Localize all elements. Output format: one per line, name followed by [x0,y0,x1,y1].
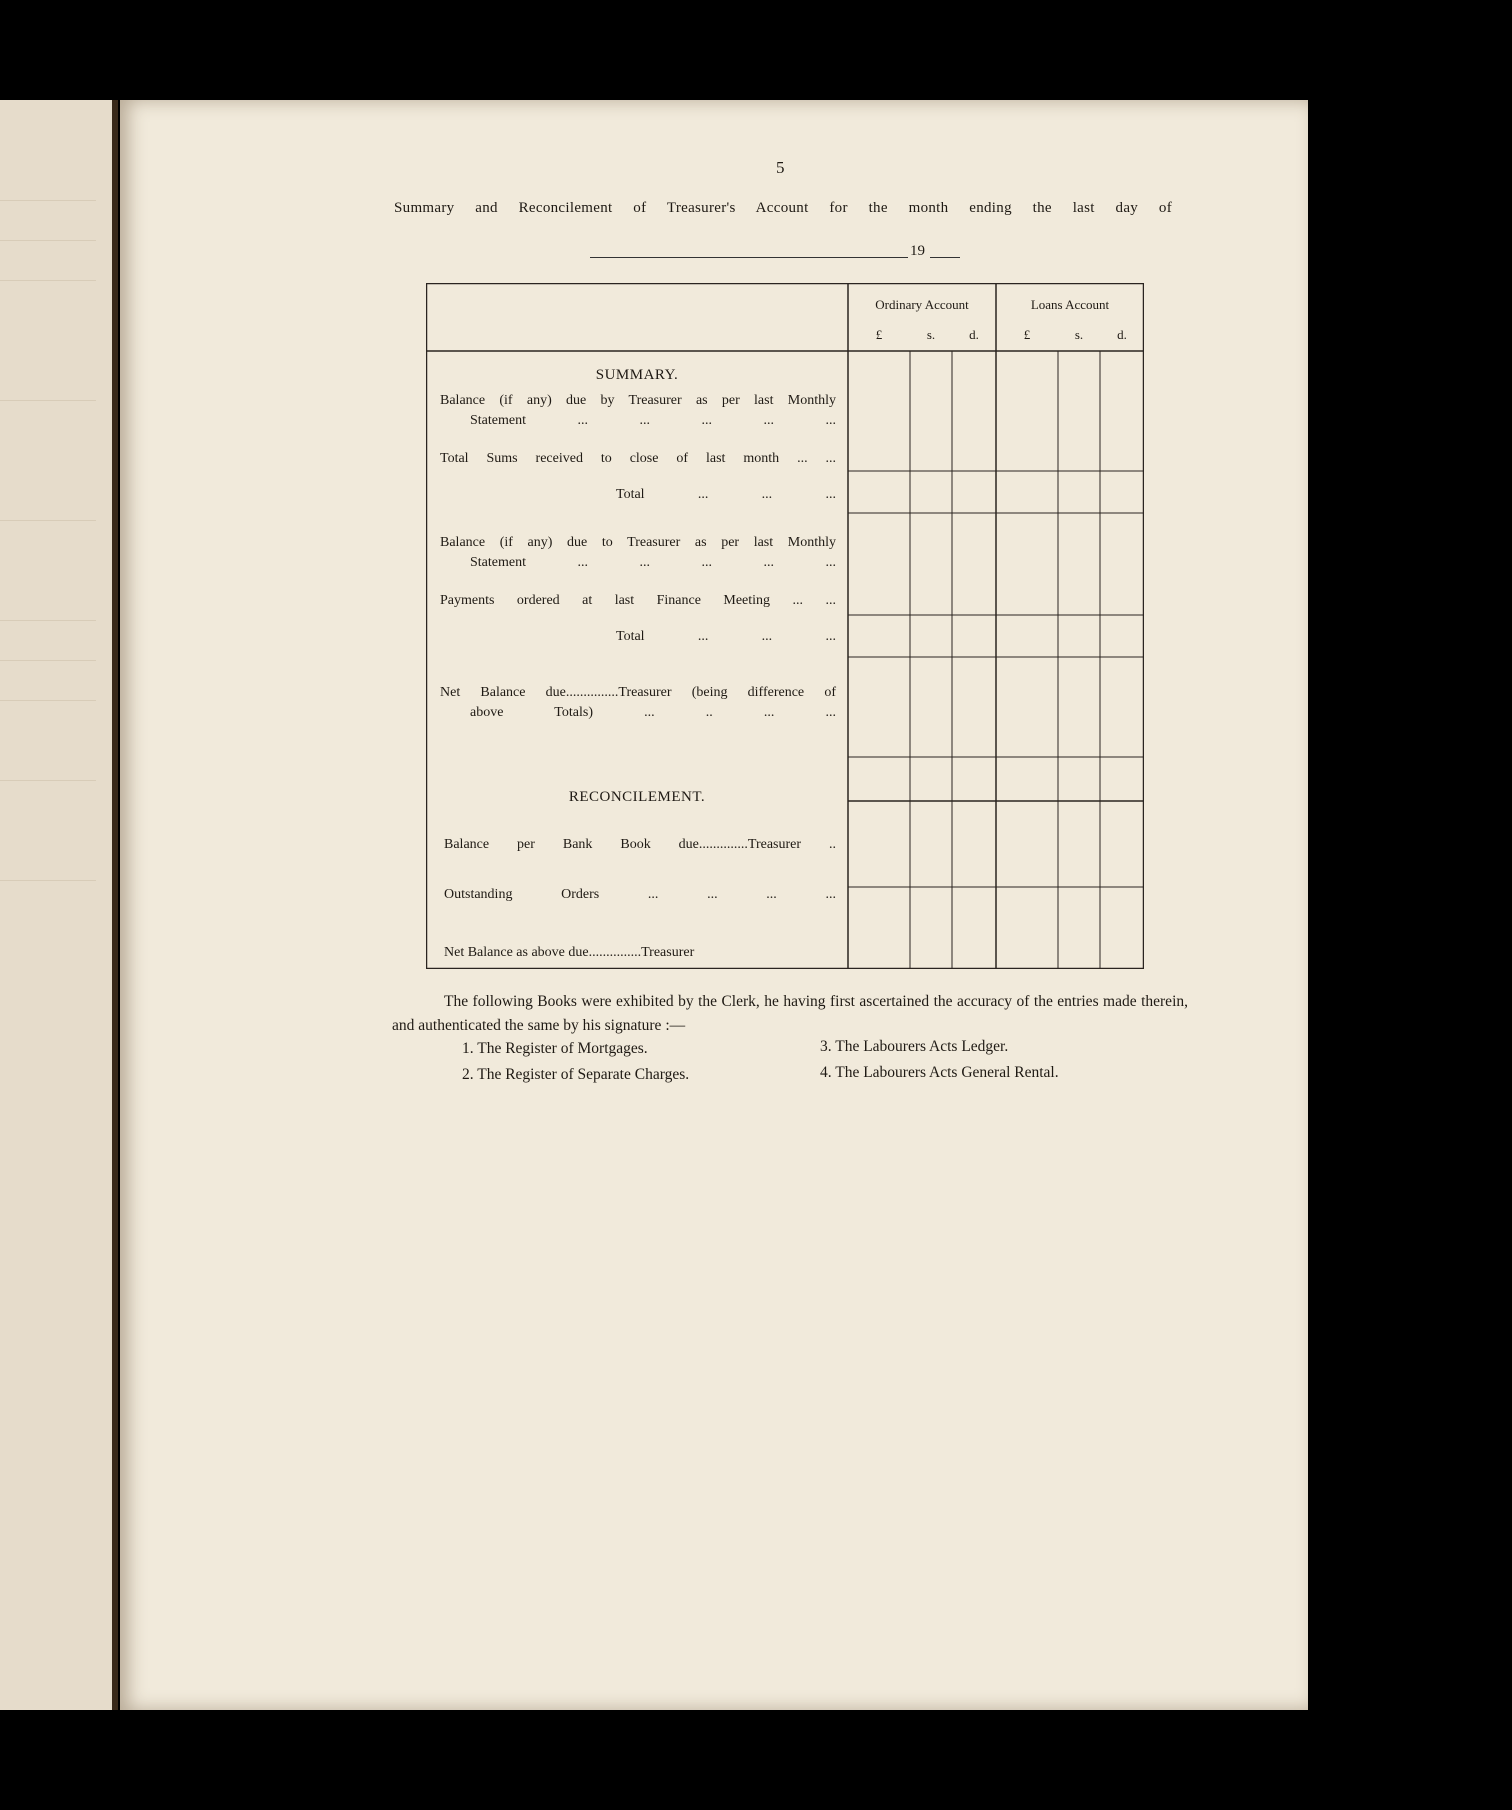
row-label-continued: above Totals) ... .. ... ... [470,705,836,720]
subheader-pence: d. [969,327,979,342]
row-label: Balance (if any) due by Treasurer as per last Monthly [440,393,836,408]
list-item: 2. The Register of Separate Charges. [462,1066,690,1083]
ledger-rule [0,200,96,201]
ledger-rule [0,880,96,881]
table-row: Total Sums received to close of last month ... ... [440,451,836,466]
ledger-rule [0,620,96,621]
row-label-continued: Statement ... ... ... ... ... [470,555,836,570]
list-item: 4. The Labourers Acts General Rental. [820,1064,1059,1081]
year-prefix: 19 [910,243,925,259]
ledger-rule [0,780,96,781]
subheader-pounds: £ [875,327,883,342]
header-loans-account: Loans Account [1030,297,1110,312]
subheader-pence: d. [1117,327,1127,342]
header-ordinary-account: Ordinary Account [875,297,969,312]
table-row: Balance per Bank Book due..............Treasurer .. [444,837,836,852]
table-row: Payments ordered at last Finance Meeting ... ... [440,593,836,608]
date-line [590,243,970,261]
table-row [440,683,836,723]
row-label: Net Balance due...............Treasurer (being difference of [440,685,836,700]
subheader-shillings: s. [1074,327,1084,342]
list-item: 3. The Labourers Acts Ledger. [820,1038,1009,1055]
page-title: Summary and Reconcilement of Treasurer's Account for the month ending the last day of [394,200,1172,216]
table-row [440,391,836,431]
account-table [426,283,1144,969]
row-label: Balance (if any) due to Treasurer as per last Monthly [440,535,836,550]
year-blank [930,257,960,258]
subheader-pounds: £ [1023,327,1031,342]
page-number: 5 [776,158,785,177]
ledger-rule [0,400,96,401]
table-row [440,533,836,573]
ledger-rule [0,280,96,281]
table-row: Outstanding Orders ... ... ... ... [444,887,836,902]
total-row: Total ... ... ... [616,487,836,502]
ledger-rule [0,700,96,701]
ledger-rule [0,660,96,661]
row-label-continued: Statement ... ... ... ... ... [470,413,836,428]
ledger-rule [0,520,96,521]
subheader-shillings: s. [926,327,936,342]
summary-heading: SUMMARY. [595,367,679,383]
date-blank [590,257,908,258]
reconcilement-heading: RECONCILEMENT. [568,789,706,805]
ledger-rule [0,240,96,241]
table-grid [426,283,1144,969]
list-item: 1. The Register of Mortgages. [462,1040,648,1057]
books-intro-paragraph: The following Books were exhibited by the Clerk, he having first ascertained the accuracy of the entries made therein, and authenticated the same by his signature :— [392,993,1188,1034]
table-row: Net Balance as above due...............Treasurer [444,945,695,960]
facing-page [0,100,118,1710]
total-row: Total ... ... ... [616,629,836,644]
